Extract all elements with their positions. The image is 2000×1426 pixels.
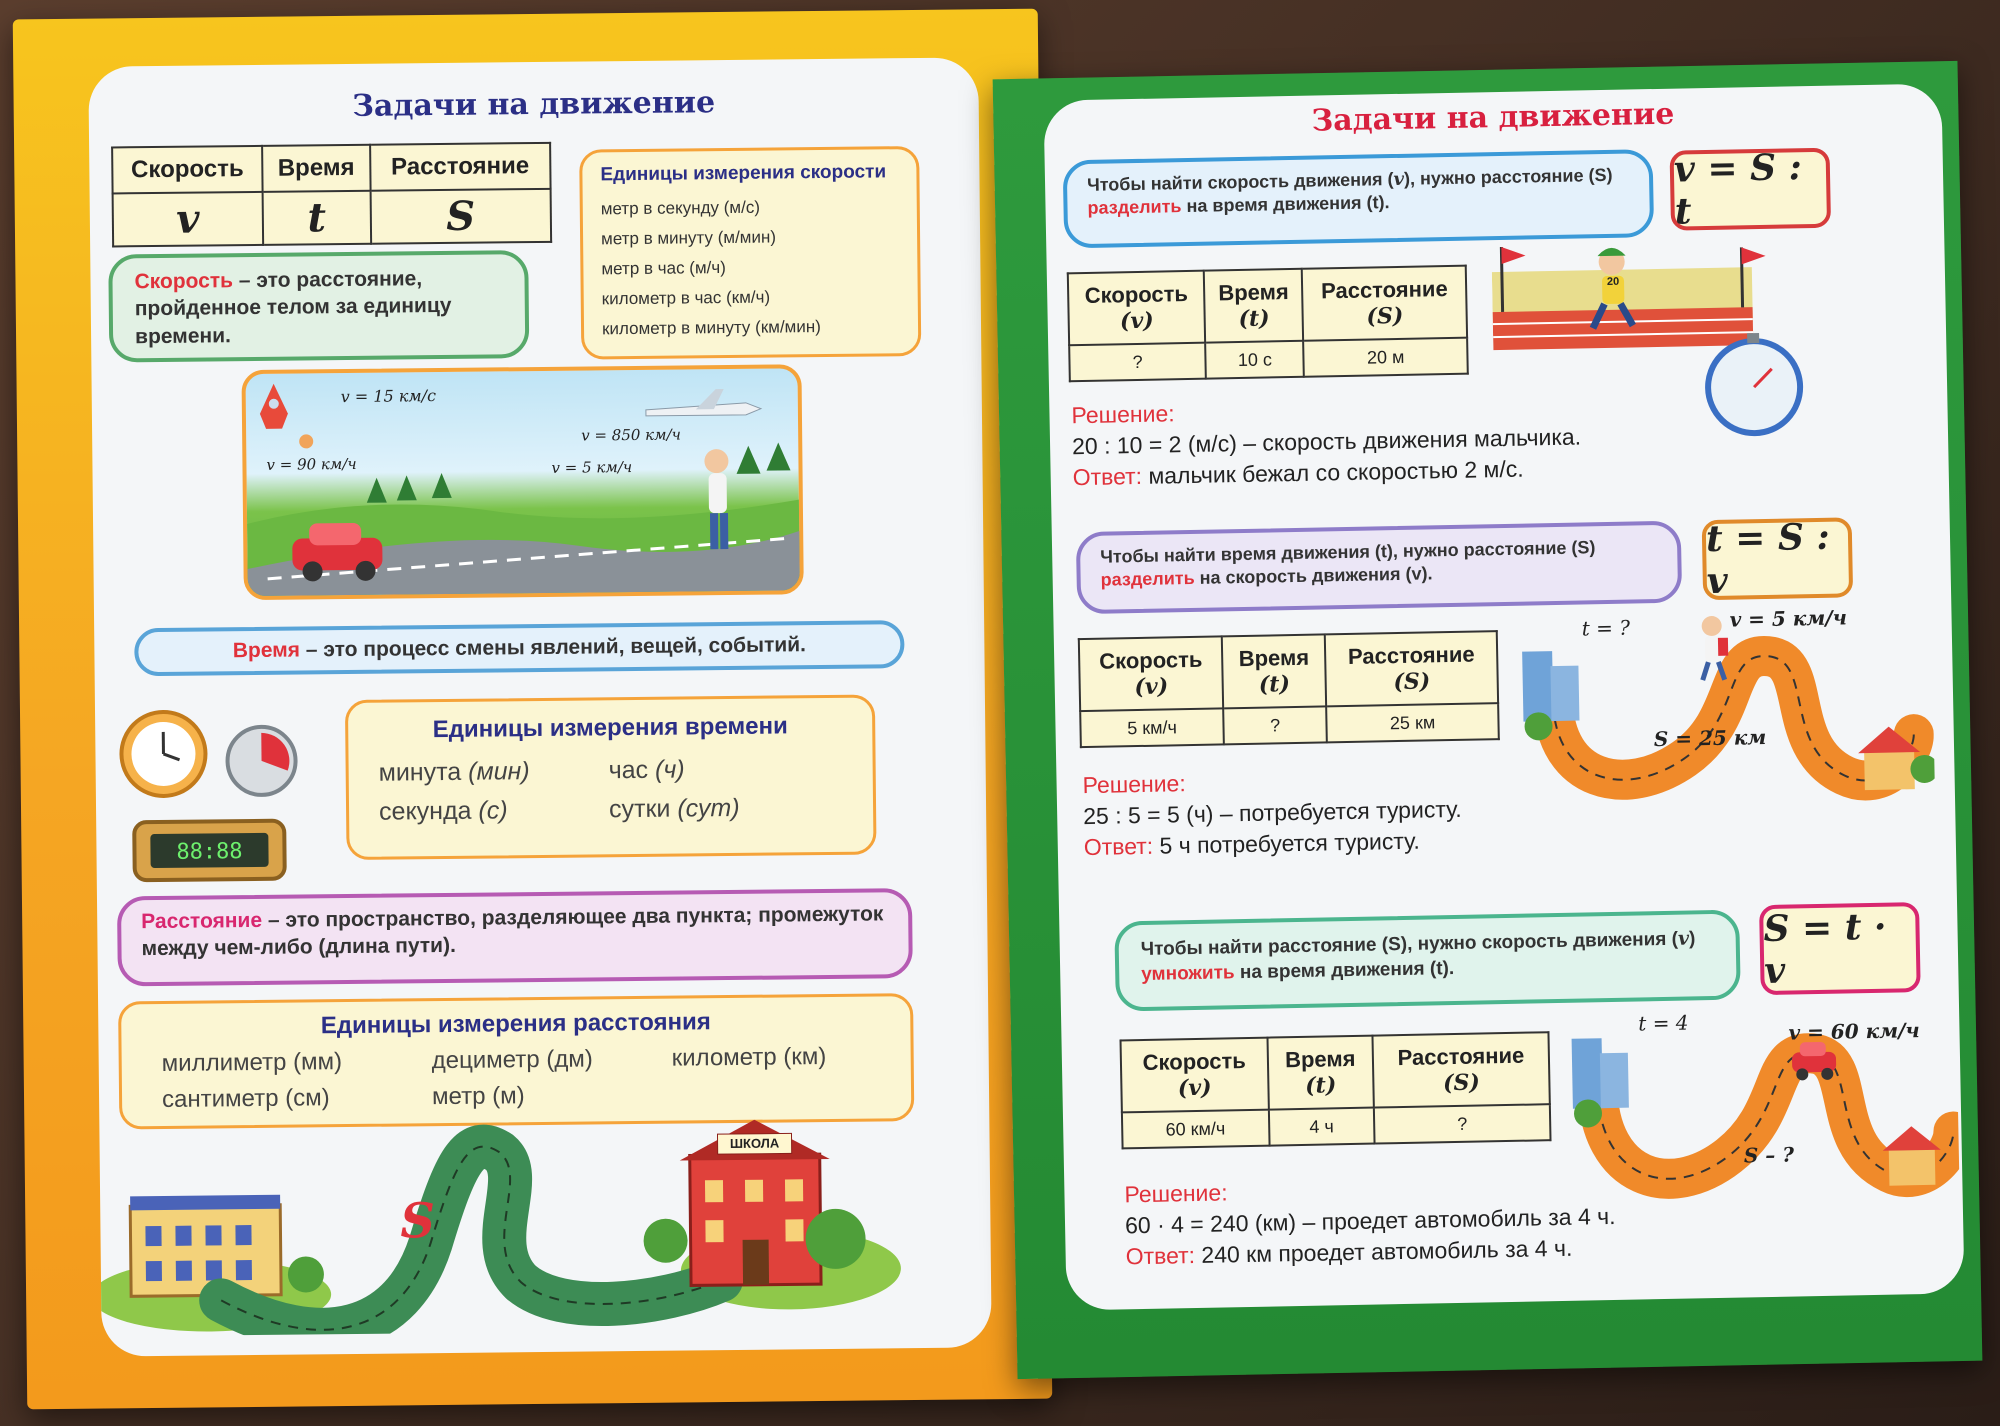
time-unknown-label: t = ? <box>1581 615 1631 641</box>
school-sign: ШКОЛА <box>729 1135 780 1152</box>
house-icon <box>1882 1126 1941 1186</box>
speed-formula: v = S : t <box>1670 148 1832 231</box>
time-unit-item: час (ч) <box>608 755 685 785</box>
digital-clock-icon <box>134 821 285 881</box>
right-page <box>1043 83 1964 1310</box>
speed-symbol: v <box>113 192 264 247</box>
time-given-label: t = 4 <box>1638 1010 1689 1036</box>
distance-unit-item: метр (м) <box>431 1082 525 1111</box>
distance-definition <box>117 888 913 986</box>
speed-unit-item: километр в час (км/ч) <box>601 287 771 309</box>
quantities-table <box>111 142 552 248</box>
speed-definition <box>108 250 529 362</box>
clocks-illustration <box>115 692 317 894</box>
time-units-box <box>345 694 877 860</box>
speed-unit-item: километр в минуту (км/мин) <box>601 317 821 339</box>
distance-def-text: – это пространство, разделяющее два пункта; промежуток между чем-либо (длина пути). <box>141 902 884 961</box>
table-cell: 5 км/ч <box>1080 708 1224 747</box>
right-title: Задачи на движение <box>1311 96 1675 139</box>
alarm-clock-icon <box>121 712 206 797</box>
distance-problem-table: Скорость (v) Время (t) Расстояние (S) 60 км/ч 4 ч ? <box>1120 1031 1552 1149</box>
distance-solution: Решение: 60 · 4 = 240 (км) – проедет автомобиль за 4 ч. Ответ: 240 км проедет автомобиль за 4 ч. <box>1124 1179 1616 1270</box>
svg-text:88:88: 88:88 <box>176 839 243 865</box>
distance-formula: S = t · v <box>1759 902 1921 995</box>
time-problem-table: Скорость (v) Время (t) Расстояние (S) 5 км/ч ? 25 км <box>1078 630 1500 748</box>
table-cell: 20 м <box>1304 338 1468 377</box>
table-cell: 10 с <box>1205 341 1304 379</box>
distance-unknown-label: S – ? <box>1743 1142 1795 1168</box>
stopwatch-icon <box>1707 332 1801 434</box>
rocket-speed-label: v = 15 км/с <box>340 386 437 407</box>
distance-header: Расстояние <box>370 143 551 191</box>
speed-units-title: Единицы измерения скорости <box>600 161 887 186</box>
speed-units-box <box>579 146 921 360</box>
distance-unit-item: сантиметр (см) <box>161 1084 330 1113</box>
distance-term: Расстояние <box>141 908 263 934</box>
speed-problem-table: Скорость (v) Время (t) Расстояние (S) ? 10 с 20 м <box>1067 265 1469 383</box>
distance-units-box <box>118 993 914 1129</box>
table-cell: 25 км <box>1326 703 1498 742</box>
time-formula: t = S : v <box>1702 517 1854 600</box>
plane-speed-label: v = 850 км/ч <box>581 425 682 445</box>
walker-speed-label: v = 5 км/ч <box>551 458 633 477</box>
time-def-text: – это процесс смены явлений, вещей, событий. <box>299 633 807 662</box>
path-illustration <box>99 1117 991 1336</box>
table-cell: ? <box>1223 706 1327 744</box>
speed-header: Скорость <box>112 146 262 194</box>
time-solution: Решение: 25 : 5 = 5 (ч) – потребуется туристу. Ответ: 5 ч потребуется туристу. <box>1082 770 1462 861</box>
distance-units-title: Единицы измерения расстояния <box>320 1008 711 1040</box>
stopwatch-icon <box>227 727 296 796</box>
distance-unit-item: километр (км) <box>671 1043 827 1072</box>
car-speed-label: v = 60 км/ч <box>1788 1018 1920 1045</box>
distance-unit-item: дециметр (дм) <box>431 1045 593 1075</box>
car-speed-label: v = 90 км/ч <box>266 454 357 474</box>
distance-rule-box: Чтобы найти расстояние (S), нужно скорость движения (v) умножить на время движения (t). <box>1114 910 1741 1012</box>
time-unit-item: минута (мин) <box>378 757 530 787</box>
speed-unit-item: метр в секунду (м/с) <box>600 197 761 219</box>
motion-scene-art <box>245 368 803 600</box>
time-unit-item: секунда (с) <box>378 796 508 826</box>
time-units-title: Единицы измерения времени <box>432 712 788 744</box>
route-distance-label: S = 25 км <box>1653 724 1767 752</box>
time-header: Время <box>262 145 370 192</box>
path-symbol: S <box>400 1193 436 1250</box>
table-cell: ? <box>1374 1104 1551 1143</box>
house-icon <box>130 1195 281 1297</box>
time-definition <box>134 620 904 676</box>
speed-unit-item: метр в час (м/ч) <box>601 258 726 279</box>
left-page <box>88 57 991 1356</box>
speed-def-text: – это расстояние, пройденное телом за единицу времени. <box>134 267 452 348</box>
airplane-icon <box>646 389 761 416</box>
table-cell: 4 ч <box>1268 1108 1374 1146</box>
left-title: Задачи на движение <box>352 85 716 124</box>
table-cell: 60 км/ч <box>1122 1110 1269 1149</box>
speed-term: Скорость <box>134 269 234 294</box>
time-symbol: t <box>263 191 371 245</box>
speed-solution: Решение: 20 : 10 = 2 (м/с) – скорость движения мальчика. Ответ: мальчик бежал со скоростью 2 м/с. <box>1071 400 1582 491</box>
time-rule-box: Чтобы найти время движения (t), нужно расстояние (S) разделить на скорость движения (v). <box>1076 521 1682 615</box>
speed-rule-box: Чтобы найти скорость движения (v), нужно расстояние (S) разделить на время движения (t). <box>1063 149 1655 248</box>
speed-unit-item: метр в минуту (м/мин) <box>601 227 777 249</box>
time-term: Время <box>232 638 301 663</box>
motion-scene <box>241 364 803 600</box>
rocket-icon <box>260 383 314 449</box>
table-cell: ? <box>1069 343 1206 382</box>
tourist-speed-label: v = 5 км/ч <box>1729 605 1848 632</box>
time-unit-item: сутки (сут) <box>608 793 740 824</box>
runner-bib: 20 <box>1606 275 1620 288</box>
distance-symbol: S <box>370 189 551 244</box>
distance-unit-item: миллиметр (мм) <box>161 1048 343 1077</box>
